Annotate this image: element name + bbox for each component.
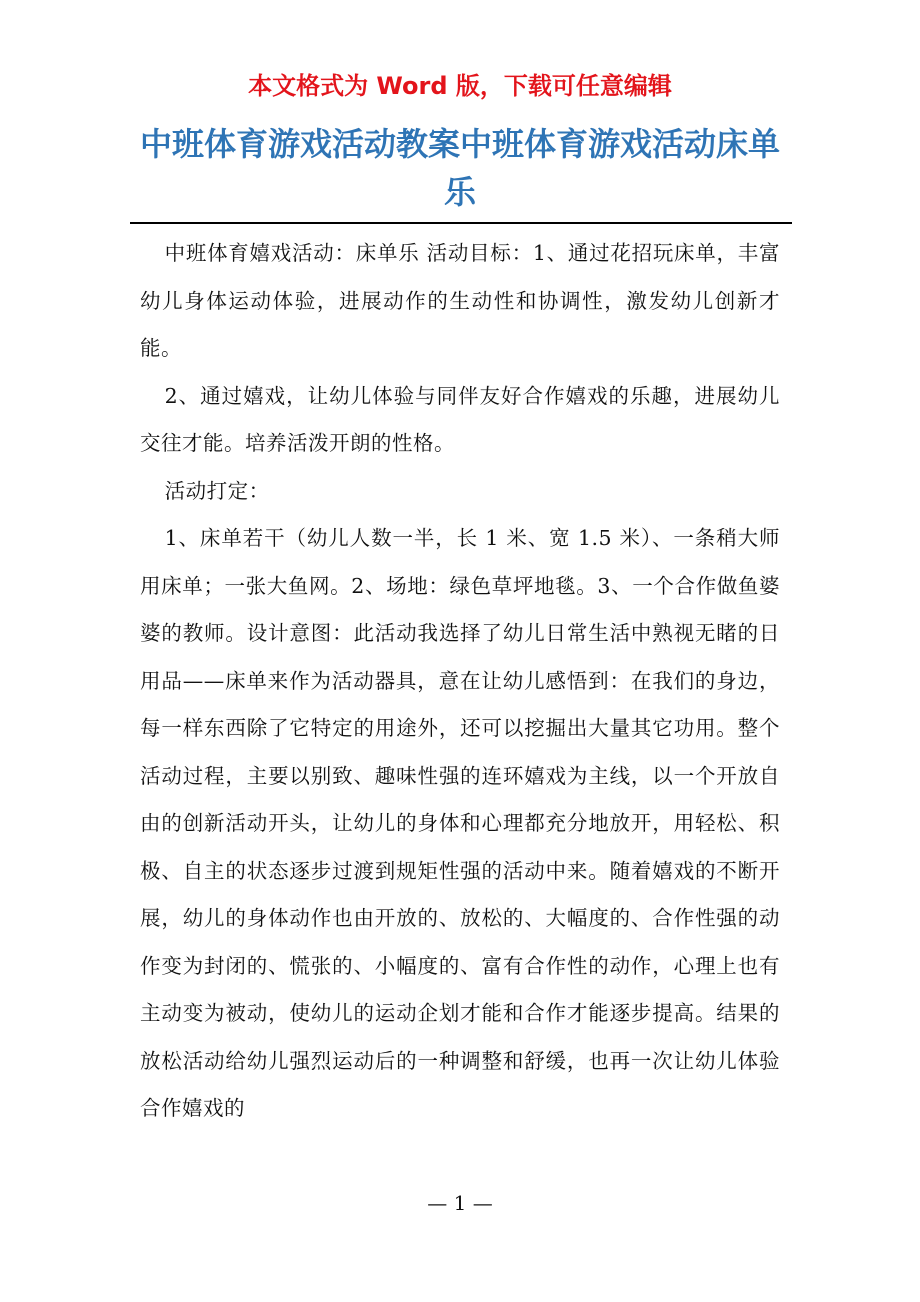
body-paragraph: 中班体育嬉戏活动：床单乐 活动目标：1、通过花招玩床单，丰富幼儿身体运动体验，进展动作的生动性和协调性，激发幼儿创新才能。 (140, 241, 780, 360)
document-title: 中班体育游戏活动教案中班体育游戏活动床单乐 (139, 125, 780, 211)
body-paragraph: 2、通过嬉戏，让幼儿体验与同伴友好合作嬉戏的乐趣，进展幼儿交往才能。培养活泼开朗的性格。 (140, 383, 780, 455)
page-number: — 1 — (427, 1191, 493, 1215)
document-body (140, 230, 780, 1133)
body-paragraph: 1、床单若干（幼儿人数一半，长 1 米、宽 1.5 米）、一条稍大师用床单；一张大鱼网。2、场地：绿色草坪地毯。3、一个合作做鱼婆婆的教师。设计意图：此活动我选择了幼儿日常生活中熟视无睹的日用品——床单来作为活动器具，意在让幼儿感悟到：在我们的身边，每一样东西除了它特定的用途外，还可以挖掘出大量其它功用。整个活动过程，主要以别致、趣味性强的连环嬉戏为主线，以一个开放自由的创新活动开头，让幼儿的身体和心理都充分地放开，用轻松、积极、自主的状态逐步过渡到规矩性强的活动中来。随着嬉戏的不断开展，幼儿的身体动作也由开放的、放松的、大幅度的、合作性强的动作变为封闭的、慌张的、小幅度的、富有合作性的动作，心理上也有主动变为被动，使幼儿的运动企划才能和合作才能逐步提高。结果的放松活动给幼儿强烈运动后的一种调整和舒缓，也再一次让幼儿体验合作嬉戏的 (140, 526, 780, 1120)
download-notice: 本文格式为 Word 版，下载可任意编辑 (248, 72, 672, 100)
title-divider (130, 222, 792, 224)
body-paragraph: 活动打定： (164, 478, 270, 503)
